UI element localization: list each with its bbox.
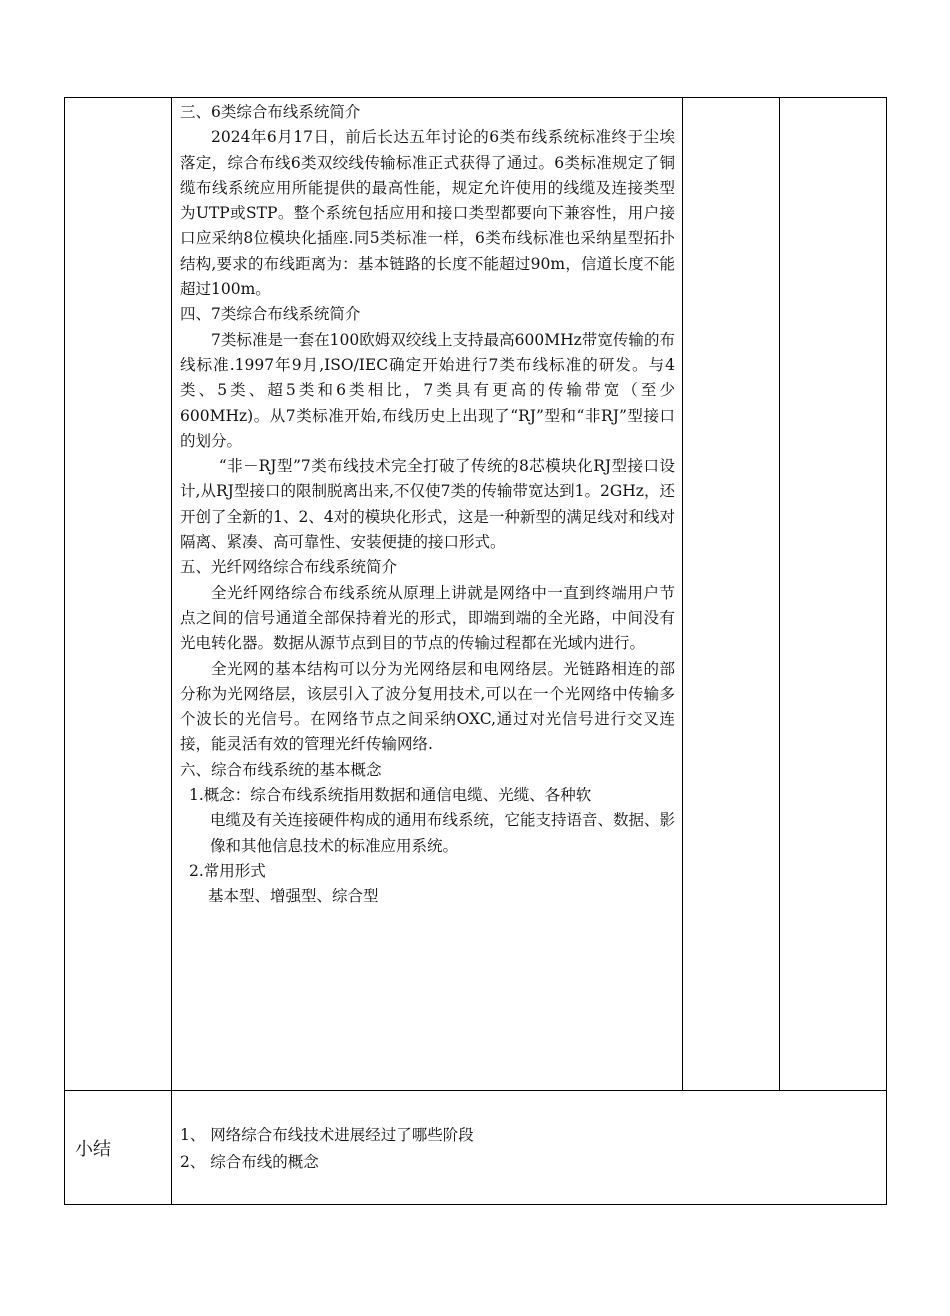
section-heading: 三、6类综合布线系统简介 [180, 103, 361, 121]
column-divider-1 [171, 98, 172, 1204]
paragraph: 全光纤网络综合布线系统从原理上讲就是网络中一直到终端用户节点之间的信号通道全部保持着光的形式，即端到端的全光路，中间没有光电转化器。数据从源节点到目的节点的传输过程都在光域内进行。 [180, 583, 675, 653]
list-item-heading: 2.常用形式 [189, 861, 266, 880]
paragraph: 2024年6月17日，前后长达五年讨论的6类布线系统标准终于尘埃落定，综合布线6类双绞线传输标准正式获得了通过。6类标准规定了铜缆布线系统应用所能提供的最高性能，规定允许使用的线缆及连接类型为UTP或STP。整个系统包括应用和接口类型都要向下兼容性，用户接口应采纳8位模块化插座.同5类标准一样，6类布线标准也采纳星型拓扑结构,要求的布线距离为：基本链路的长度不能超过90m，信道长度不能超过100m。 [180, 128, 675, 299]
section-heading: 五、光纤网络综合布线系统简介 [180, 558, 398, 577]
column-divider-2 [682, 98, 683, 1090]
list-item-heading: 1.概念：综合布线系统指用数据和通信电缆、光缆、各种软 [189, 786, 592, 805]
list-item-body: 基本型、增强型、综合型 [208, 887, 379, 906]
paragraph: “非－RJ型”7类布线技术完全打破了传统的8芯模块化RJ型接口设计,从RJ型接口的限制脱离出来,不仅使7类的传输带宽达到1。2GHz，还开创了全新的1、2、4对的模块化形式，这是一种新型的满足线对和线对隔离、紧凑、高可靠性、安装便捷的接口形式。 [180, 457, 675, 552]
summary-item: 2、 综合布线的概念 [180, 1153, 319, 1171]
list-item-body: 电缆及有关连接硬件构成的通用布线系统，它能支持语音、数据、影像和其他信息技术的标准应用系统。 [210, 811, 676, 855]
paragraph: 全光网的基本结构可以分为光网络层和电网络层。光链路相连的部分称为光网络层，该层引入了波分复用技术,可以在一个光网络中传输多个波长的光信号。在网络节点之间采纳OXC,通过对光信号进行交叉连接，能灵活有效的管理光纤传输网络. [180, 659, 675, 754]
lesson-content [180, 100, 675, 910]
row-divider [65, 1090, 886, 1091]
summary-list [180, 1122, 474, 1176]
summary-item: 1、 网络综合布线技术进展经过了哪些阶段 [180, 1126, 474, 1144]
section-heading: 四、7类综合布线系统简介 [180, 305, 361, 324]
summary-label: 小结 [75, 1139, 111, 1160]
column-divider-3 [779, 98, 780, 1090]
paragraph: 7类标准是一套在100欧姆双绞线上支持最高600MHz带宽传输的布线标准.1997年9月,ISO/IEC确定开始进行7类布线标准的研发。与4类、5类、超5类和6类相比，7类具有更高的传输带宽（至少600MHz)。从7类标准开始,布线历史上出现了“RJ”型和“非RJ”型接口的划分。 [180, 330, 675, 450]
section-heading: 六、综合布线系统的基本概念 [180, 760, 382, 779]
